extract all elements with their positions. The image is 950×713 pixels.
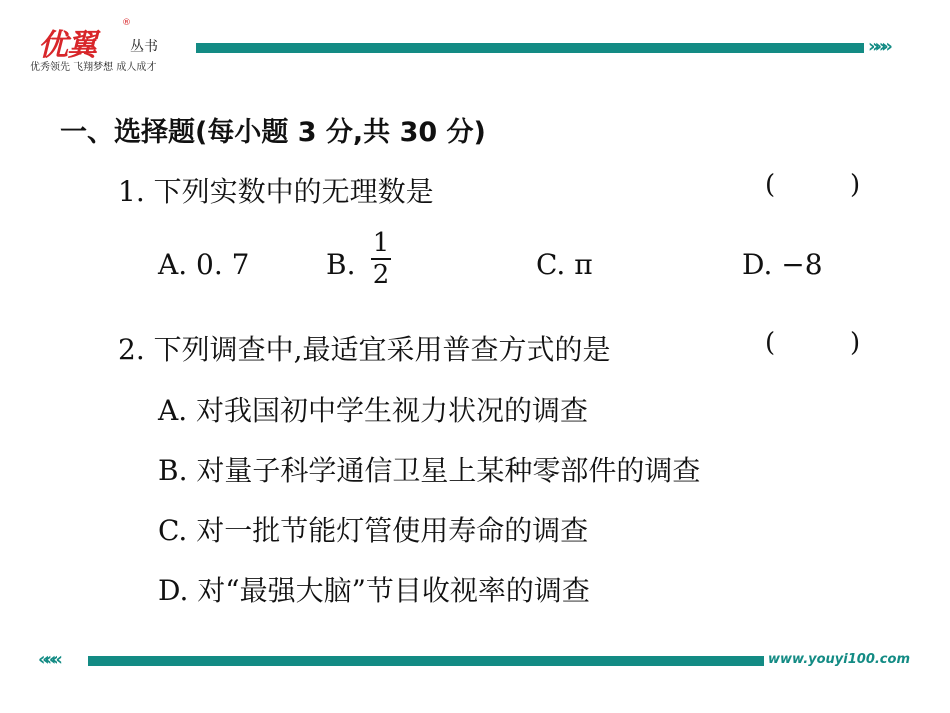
question-1-option-d: D. −8 — [742, 248, 823, 281]
logo-registered-mark: ® — [122, 18, 131, 28]
footer-bar — [88, 656, 764, 666]
logo-series: 丛书 — [130, 39, 158, 55]
header-arrows-icon: »»» — [868, 36, 888, 57]
question-1-option-a: A. 0. 7 — [158, 248, 250, 281]
question-1-paren-close: ) — [850, 170, 861, 200]
question-1-option-c: C. π — [536, 248, 593, 281]
question-2-stem: 2. 下列调查中,最适宜采用普查方式的是 — [118, 333, 611, 366]
publisher-logo — [30, 18, 190, 78]
question-2-option-b: B. 对量子科学通信卫星上某种零部件的调查 — [158, 454, 701, 487]
question-2-option-d: D. 对“最强大脑”节目收视率的调查 — [158, 574, 590, 607]
question-1-option-b-fraction — [370, 228, 392, 290]
question-2-option-a: A. 对我国初中学生视力状况的调查 — [158, 394, 589, 427]
fraction-denominator: 2 — [372, 260, 390, 290]
footer-arrows-icon: ««« — [38, 649, 58, 670]
logo-slogan: 优秀领先 飞翔梦想 成人成才 — [30, 62, 157, 73]
question-2-paren-close: ) — [850, 328, 861, 358]
header-bar — [196, 43, 864, 53]
section-title: 一、选择题(每小题 3 分,共 30 分) — [60, 117, 486, 148]
fraction-numerator: 1 — [372, 228, 390, 258]
question-2-option-c: C. 对一批节能灯管使用寿命的调查 — [158, 514, 589, 547]
question-1-stem: 1. 下列实数中的无理数是 — [118, 175, 434, 208]
question-2-paren-open: ( — [765, 328, 776, 358]
logo-brand: 优翼 — [38, 28, 96, 63]
question-1-option-b-label: B. — [326, 248, 356, 281]
footer-url[interactable]: www.youyi100.com — [768, 652, 910, 667]
question-1-paren-open: ( — [765, 170, 776, 200]
